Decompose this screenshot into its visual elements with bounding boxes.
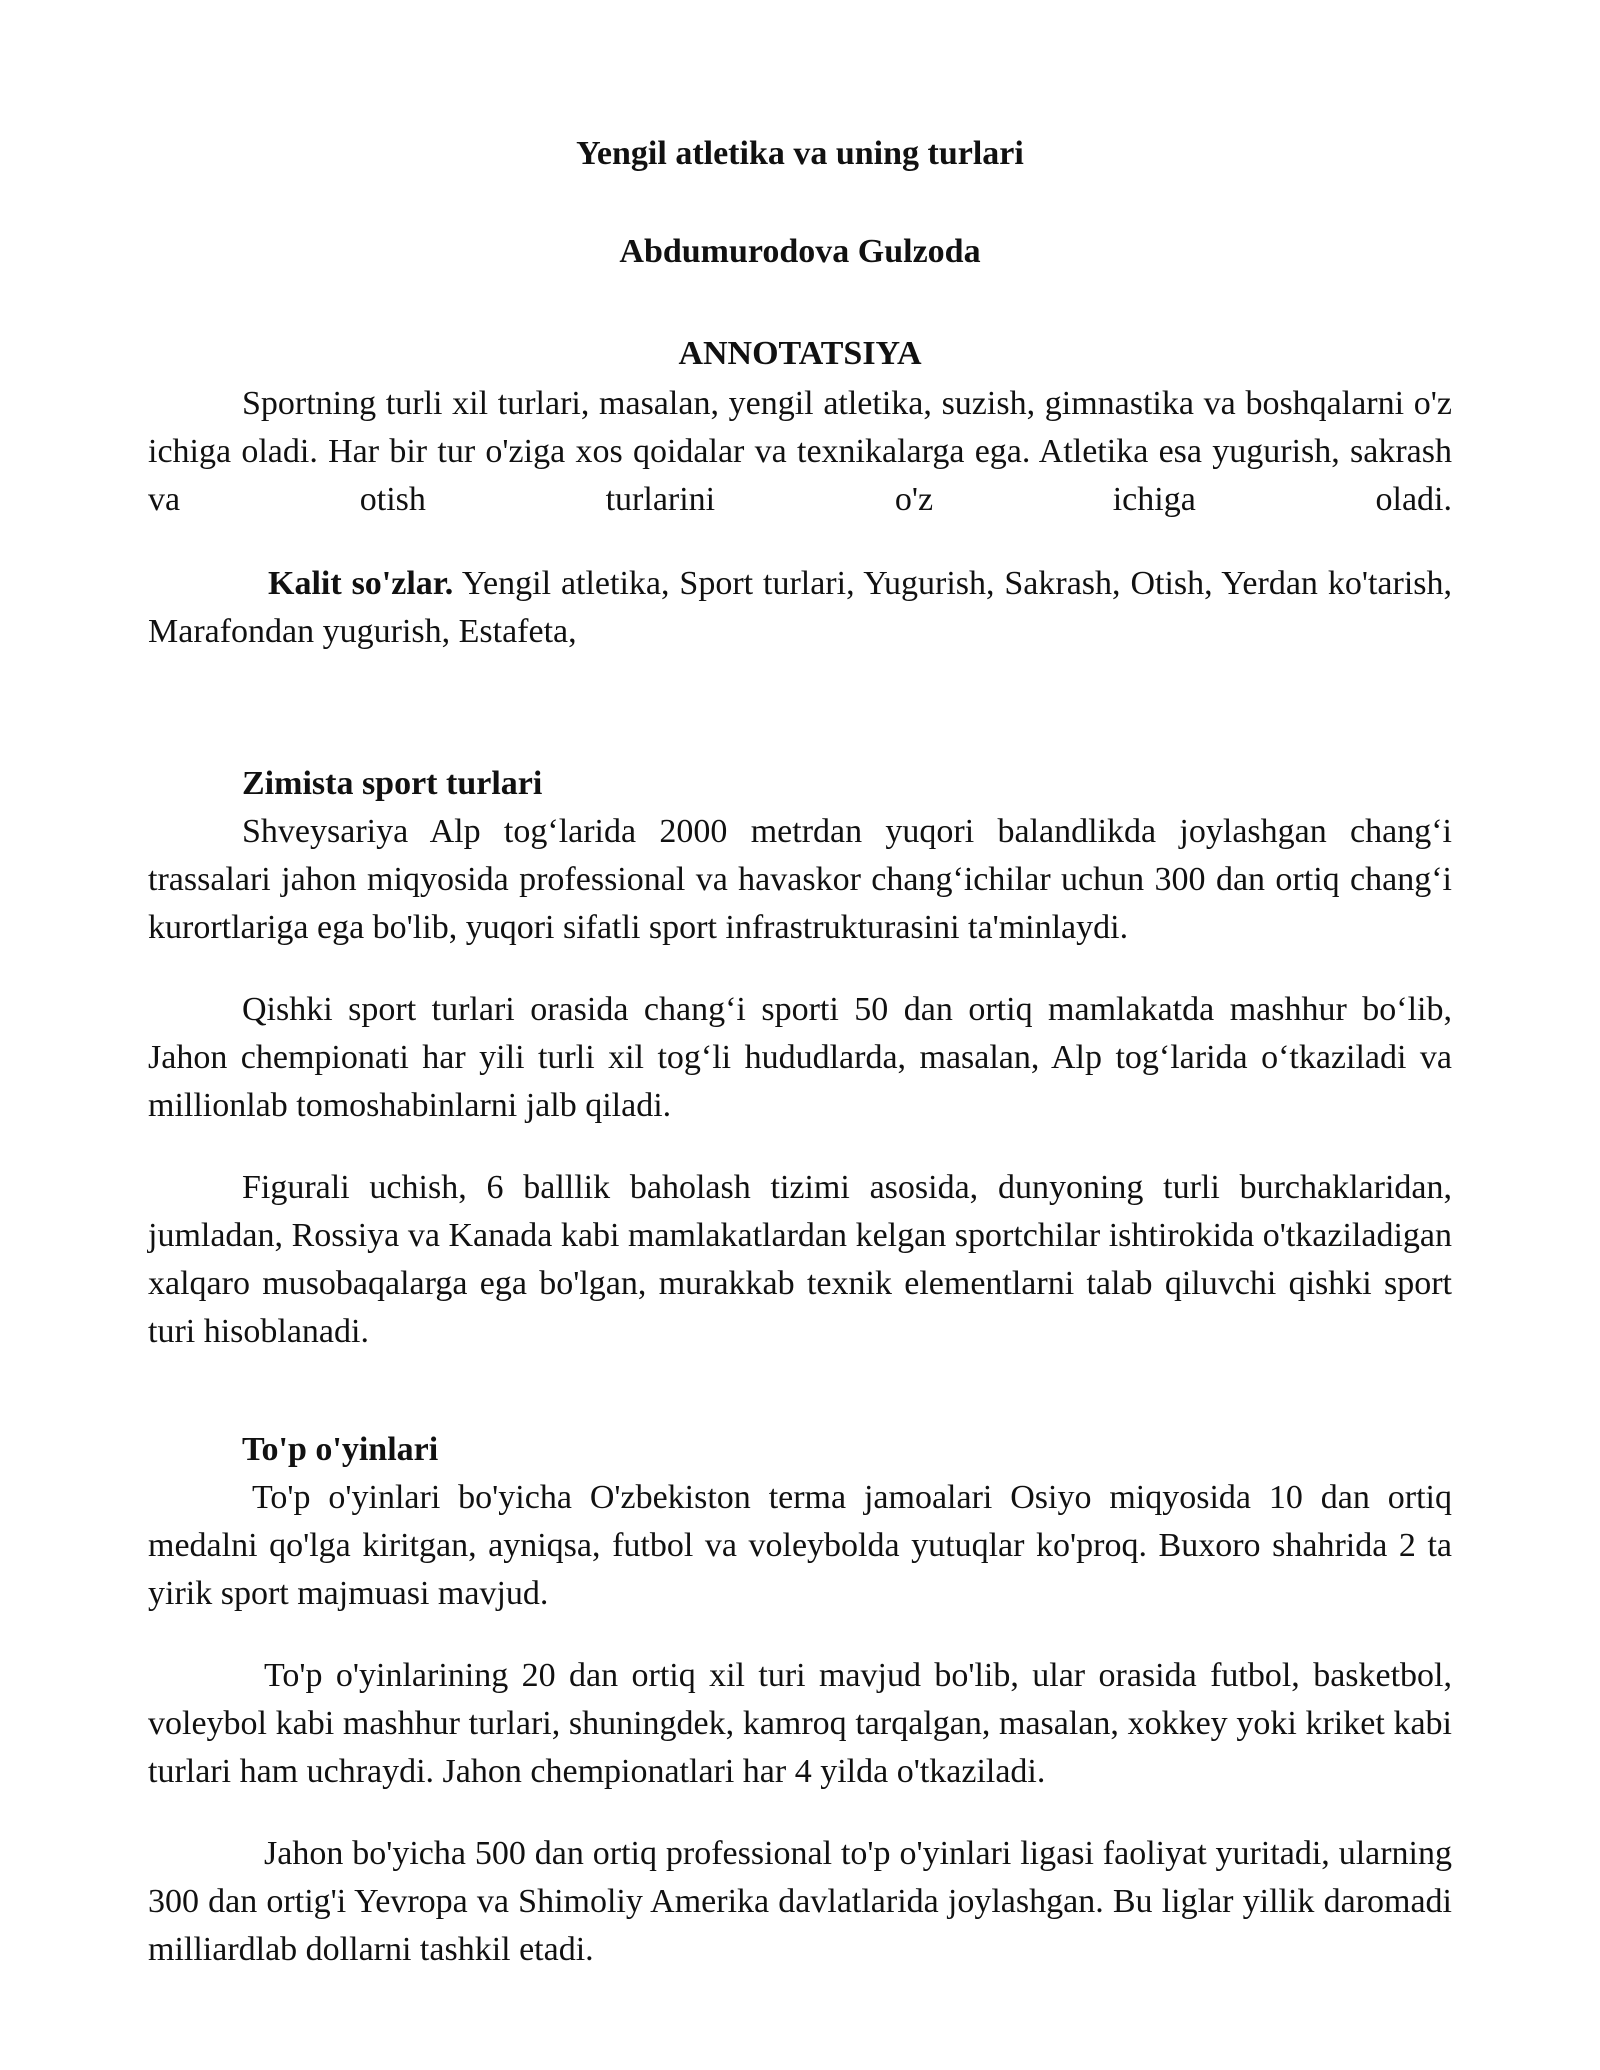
keywords-text: Yengil atletika, Sport turlari, Yugurish, Sakrash, Otish, Yerdan ko'tarish, Marafondan yugurish, Estafeta, (148, 565, 1452, 650)
keywords-label: Kalit so'zlar. (268, 565, 454, 602)
section-paragraph: Qishki sport turlari orasida chang‘i sporti 50 dan ortiq mamlakatda mashhur bo‘lib, Jahon chempionati har yili turli xil tog‘li hududlarda, masalan, Alp tog‘larida o‘tkaziladi va millionlab tomoshabinlarni jalb qiladi. (148, 991, 1452, 1124)
document-title: Yengil atletika va uning turlari (576, 135, 1024, 172)
section-heading-winter-sports: Zimista sport turlari (242, 765, 543, 802)
section-paragraph: To'p o'yinlarining 20 dan ortiq xil turi mavjud bo'lib, ular orasida futbol, basketbol, voleybol kabi mashhur turlari, shuningdek, kamroq tarqalgan, masalan, xokkey yoki kriket kabi turlari ham uchraydi. Jahon chempionatlari har 4 yilda o'tkaziladi. (148, 1657, 1452, 1790)
section-paragraph: Shveysariya Alp tog‘larida 2000 metrdan yuqori balandlikda joylashgan chang‘i trassalari jahon miqyosida professional va havaskor chang‘ichilar uchun 300 dan ortiq chang‘i kurortlariga ega bo'lib, yuqori sifatli sport infrastrukturasini ta'minlaydi. (148, 813, 1452, 946)
keywords-paragraph (148, 560, 1452, 656)
annotation-heading: ANNOTATSIYA (678, 335, 922, 372)
annotation-paragraph: Sportning turli xil turlari, masalan, yengil atletika, suzish, gimnastika va boshqalarni o'z ichiga oladi. Har bir tur o'ziga xos qoidalar va texnikalarga ega. Atletika esa yugurish, sakrash va otish turlarini o'z ichiga oladi. (148, 385, 1452, 518)
section-paragraph: To'p o'yinlari bo'yicha O'zbekiston terma jamoalari Osiyo miqyosida 10 dan ortiq medalni qo'lga kiritgan, ayniqsa, futbol va voleybolda yutuqlar ko'proq. Buxoro shahrida 2 ta yirik sport majmuasi mavjud. (148, 1479, 1452, 1612)
section-paragraph: Jahon bo'yicha 500 dan ortiq professional to'p o'yinlari ligasi faoliyat yuritadi, ularning 300 dan ortig'i Yevropa va Shimoliy Amerika davlatlarida joylashgan. Bu liglar yillik daromadi milliardlab dollarni tashkil etadi. (148, 1835, 1452, 1968)
section-heading-ball-games: To'p o'yinlari (242, 1431, 439, 1468)
section-paragraph: Figurali uchish, 6 balllik baholash tizimi asosida, dunyoning turli burchaklaridan, jumladan, Rossiya va Kanada kabi mamlakatlardan kelgan sportchilar ishtirokida o'tkaziladigan xalqaro musobaqalarga ega bo'lgan, murakkab texnik elementlarni talab qiluvchi qishki sport turi hisoblanadi. (148, 1169, 1452, 1350)
author-name: Abdumurodova Gulzoda (619, 233, 981, 270)
document-page (148, 0, 1452, 2070)
